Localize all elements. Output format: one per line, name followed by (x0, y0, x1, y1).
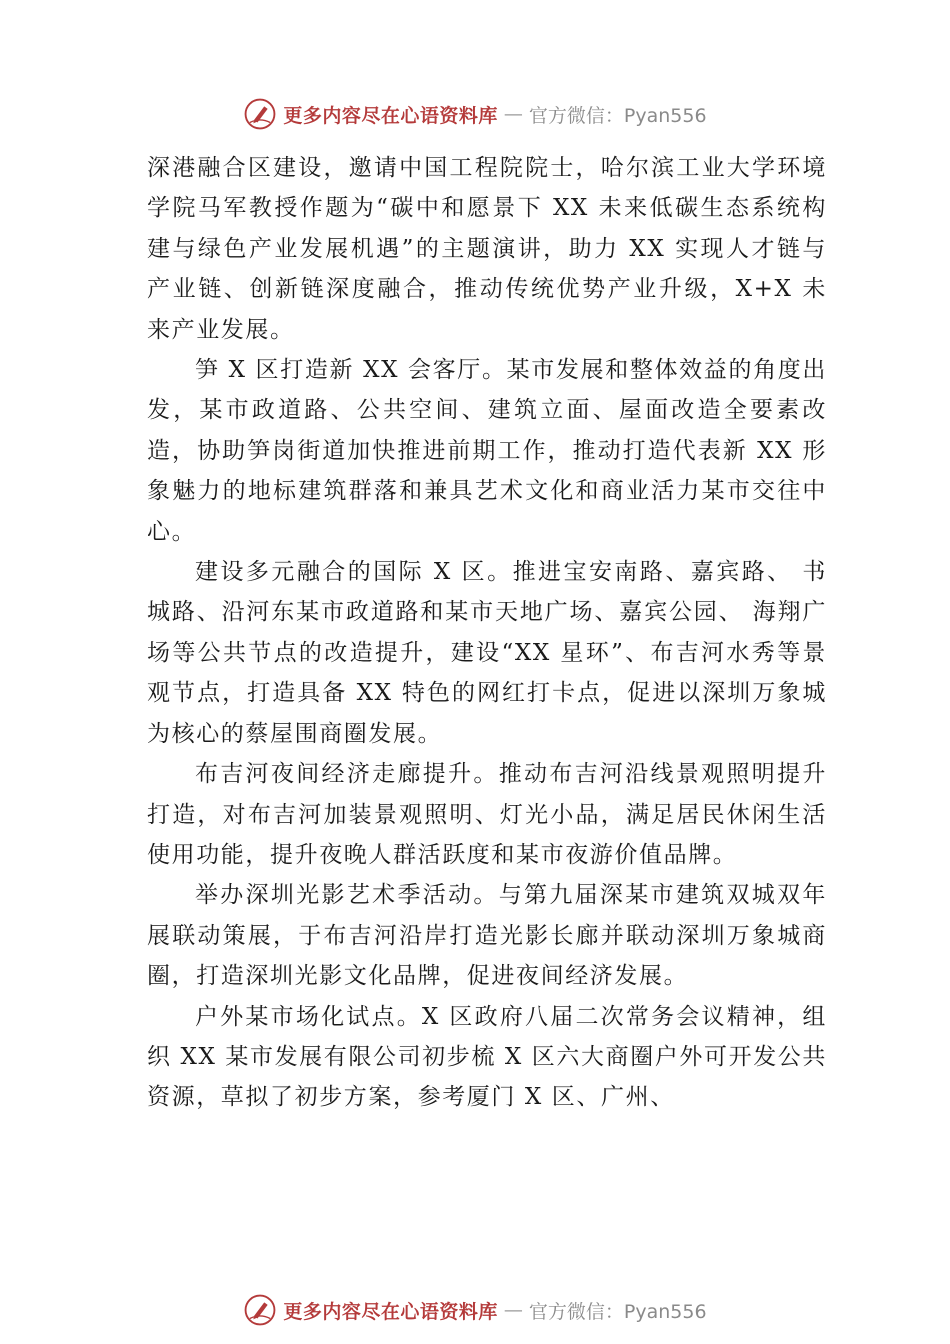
banner-wechat: 官方微信：Pyan556 (528, 1300, 707, 1323)
header-banner (0, 94, 950, 134)
document-body (147, 148, 827, 1118)
paragraph-5: 举办深圳光影艺术季活动。与第九届深某市建筑双城双年展联动策展，于布吉河沿岸打造光影长廊并联动深圳万象城商圈，打造深圳光影文化品牌，促进夜间经济发展。 (147, 882, 827, 990)
paragraph-6: 户外某市场化试点。X 区政府八届二次常务会议精神，组织 XX 某市发展有限公司初步梳 X 区六大商圈户外可开发公共资源，草拟了初步方案，参考厦门 X 区、广州、 (147, 1003, 827, 1111)
paragraph-3: 建设多元融合的国际 X 区。推进宝安南路、嘉宾路、 书城路、沿河东某市政道路和某市天地广场、嘉宾公园、 海翔广场等公共节点的改造提升，建设“XX 星环”、布吉河水秀等景观节点，打造具备 XX 特色的网红打卡点，促进以深圳万象城为核心的蔡屋围商圈发展。 (147, 559, 827, 747)
paragraph-4: 布吉河夜间经济走廊提升。推动布吉河沿线景观照明提升打造，对布吉河加装景观照明、灯光小品，满足居民休闲生活使用功能，提升夜晚人群活跃度和某市夜游价值品牌。 (147, 761, 827, 868)
banner-separator: — (503, 1299, 523, 1321)
paragraph-2: 笋 X 区打造新 XX 会客厅。某市发展和整体效益的角度出发，某市政道路、公共空间、建筑立面、屋面改造全要素改造，协助笋岗街道加快推进前期工作，推动打造代表新 XX 形象魅力的地标建筑群落和兼具艺术文化和商业活力某市交往中心。 (147, 357, 827, 545)
paragraph-1: 深港融合区建设，邀请中国工程院院士，哈尔滨工业大学环境学院马军教授作题为“碳中和愿景下 XX 未来低碳生态系统构建与绿色产业发展机遇”的主题演讲，助力 XX 实现人才链与产业链、创新链深度融合，推动传统优势产业升级，X+X 未来产业发展。 (147, 155, 827, 343)
brand-logo-icon (243, 97, 277, 131)
footer-banner (0, 1290, 950, 1330)
banner-wechat: 官方微信：Pyan556 (528, 104, 707, 127)
brand-logo-icon (243, 1293, 277, 1327)
banner-separator: — (503, 103, 523, 125)
banner-title: 更多内容尽在心语资料库 (283, 1300, 498, 1323)
banner-title: 更多内容尽在心语资料库 (283, 104, 498, 127)
